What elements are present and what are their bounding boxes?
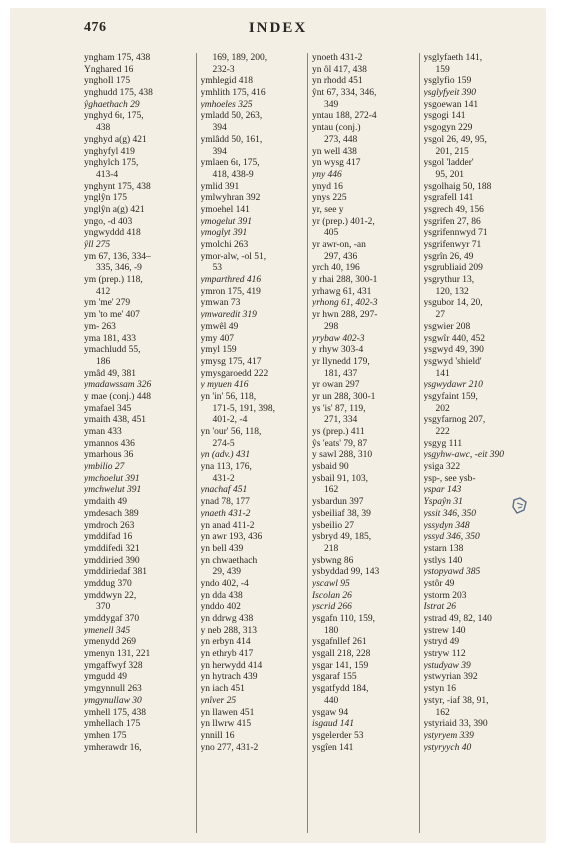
index-entry: yn well 438 (312, 146, 357, 157)
index-entry: ymhellach 175 (84, 719, 141, 730)
index-entry: ymhen 175 (84, 730, 127, 741)
index-entry: ysbaid 90 (312, 462, 349, 473)
index-entry: ynglŷn 175 (84, 193, 128, 204)
index-entry: yn ôl 417, 438 (312, 64, 367, 75)
index-entry: ystopyawd 385 (423, 567, 481, 578)
index-entry: 162 (324, 485, 339, 496)
index-entry: yngham 175, 438 (84, 53, 151, 63)
index-entry: ymddifad 16 (84, 532, 133, 543)
index-column-2 (196, 53, 308, 833)
index-entry: ymwaredit 319 (200, 310, 257, 321)
index-entry: ymlwyhran 392 (200, 193, 261, 204)
index-entry: 201, 215 (435, 146, 469, 157)
index-entry: 222 (435, 427, 450, 437)
index-entry: Iscolan 26 (312, 590, 352, 601)
index-entry: yn erbyn 414 (200, 637, 251, 648)
index-entry: ysgrythur 13, (423, 275, 475, 286)
index-entry: 431-2 (212, 473, 235, 484)
index-entry: ymdesach 389 (84, 508, 139, 519)
index-entry: ysgwîr 440, 452 (423, 333, 485, 344)
index-entry: ysgwyd 49, 390 (423, 345, 484, 356)
index-entry: yr (prep.) 401-2, (312, 216, 375, 227)
index-entry: 202 (435, 403, 450, 414)
index-entry: 273, 448 (324, 134, 358, 145)
index-entry: Istrat 26 (423, 602, 456, 613)
index-entry: 27 (435, 310, 445, 321)
index-entry: ymddiried 390 (84, 555, 140, 566)
index-entry: ymgynullaw 30 (84, 695, 142, 706)
index-entry: 141 (435, 368, 450, 379)
index-entry: ymysg 175, 417 (200, 356, 262, 367)
book-page (10, 8, 546, 843)
index-entry: 120, 132 (435, 286, 469, 297)
index-entry: ymddygaf 370 (84, 614, 140, 624)
index-entry: ystorm 203 (423, 590, 467, 601)
index-columns (84, 53, 530, 833)
index-entry: ym- 263 (84, 321, 116, 332)
index-entry: ymladd 50, 263, (200, 111, 263, 122)
index-entry: y sawl 288, 310 (312, 450, 373, 461)
index-entry: ysgrifenwyr 71 (423, 240, 482, 250)
index-entry: ysgyfaint 159, (423, 391, 478, 402)
index-entry: y myuen 416 (200, 380, 249, 391)
index-entry: 335, 346, -9 (96, 263, 142, 274)
index-entry: ysbyddad 99, 143 (312, 567, 380, 578)
index-entry: ystarn 138 (423, 543, 464, 554)
index-entry: ysgall 218, 228 (312, 649, 371, 660)
index-entry: ystôr 49 (423, 578, 455, 589)
index-entry: ynghynt 175, 438 (84, 181, 151, 192)
index-entry: ynghoIl 175 (84, 76, 131, 87)
index-entry: ysbwng 86 (312, 555, 354, 566)
index-entry: ysgîen 141 (312, 742, 354, 753)
index-entry: ystyr, -iaf 38, 91, (423, 695, 489, 706)
index-entry: ysbeiliaf 38, 39 (312, 508, 371, 519)
index-entry: ynddo 402 (200, 602, 241, 613)
index-entry: ymlid 391 (200, 181, 240, 192)
index-entry: ysgyfarnog 207, (423, 415, 486, 426)
index-entry: ysbardun 397 (312, 497, 364, 508)
index-entry: ysbryd 49, 185, (312, 532, 372, 543)
index-entry: yr un 288, 300-1 (312, 391, 376, 402)
index-entry: yn herwydd 414 (200, 660, 263, 671)
index-entry: ŷll 275 (84, 240, 111, 250)
index-entry: yma 181, 433 (84, 333, 136, 344)
index-entry: ysgwyd 'shield' (423, 356, 482, 367)
index-entry: ymhoeles 325 (200, 99, 253, 110)
index-entry: ystyriaid 33, 390 (423, 719, 488, 730)
index-entry: ysiga 322 (423, 462, 461, 473)
index-entry: 438 (96, 123, 111, 134)
index-entry: yn hytrach 439 (200, 672, 258, 683)
index-entry: 218 (324, 543, 339, 554)
index-entry: 349 (324, 99, 339, 110)
index-entry: yn ethryb 417 (200, 649, 254, 660)
index-entry: ymddwyn 22, (84, 590, 137, 601)
index-entry: 171-5, 191, 398, (212, 403, 276, 414)
index-entry: y rhyw 303-4 (312, 345, 364, 356)
page-number: 476 (84, 20, 107, 35)
index-entry: ymarhous 36 (84, 450, 134, 461)
index-entry: ym (prep.) 118, (84, 275, 143, 286)
index-entry: yman 433 (84, 427, 122, 437)
index-entry: ysgrifen 27, 86 (423, 216, 481, 227)
index-entry: ymdroch 263 (84, 520, 135, 531)
index-entry: ysgaw 94 (312, 707, 349, 718)
index-entry: yngwyddd 418 (84, 228, 141, 239)
index-entry: yn 'in' 56, 118, (200, 391, 257, 402)
index-entry: ymbilio 27 (84, 462, 125, 473)
index-entry: ysgoewan 141 (423, 99, 479, 110)
index-entry: ysgelerder 53 (312, 730, 364, 741)
index-entry: ysbail 91, 103, (312, 473, 368, 484)
index-entry: 401-2, -4 (212, 415, 248, 426)
index-entry: ysgafn 110, 159, (312, 614, 375, 624)
index-entry: 181, 437 (324, 368, 358, 379)
index-entry: ysgyhw-awc, -eit 390 (423, 450, 504, 461)
index-entry: ymenell 345 (84, 625, 131, 636)
index-entry: 186 (96, 356, 111, 367)
index-entry: 95, 201 (435, 169, 464, 180)
index-entry: yn wysg 417 (312, 158, 361, 169)
index-entry: ystudyaw 39 (423, 660, 471, 671)
index-entry: ynghyfyl 419 (84, 146, 135, 157)
index-entry: 298 (324, 321, 339, 332)
index-entry: ymlâdd 50, 161, (200, 134, 263, 145)
index-entry: ymddiriedaf 381 (84, 567, 148, 578)
index-entry: ynghyd 6ɪ, 175, (84, 111, 144, 122)
index-entry: ynoeth 431-2 (312, 53, 363, 63)
index-entry: ymaith 438, 451 (84, 415, 147, 426)
index-entry: ymparthred 416 (200, 275, 262, 286)
index-entry: 370 (96, 602, 111, 613)
running-title: INDEX (248, 20, 308, 36)
index-entry: ymadawssam 326 (84, 380, 152, 391)
index-entry: ym 'me' 279 (84, 298, 131, 309)
index-entry: 53 (212, 263, 222, 274)
index-entry: yr llynedd 179, (312, 356, 370, 367)
index-entry: yr owan 297 (312, 380, 360, 391)
index-entry: ystrew 140 (423, 625, 466, 636)
index-entry: ynaeth 431-2 (200, 508, 251, 519)
index-column-1 (84, 53, 196, 833)
index-entry: yssyd̃ 346, 350 (423, 532, 480, 543)
index-entry: 232-3 (212, 64, 235, 75)
index-entry: yn ddrwg 438 (200, 614, 254, 624)
ink-stamp-mark (511, 496, 529, 516)
index-entry: ymenyn 131, 221 (84, 649, 151, 660)
index-entry: ymgynnull 263 (84, 684, 142, 695)
index-entry: ysglyfyeit 390 (423, 88, 476, 99)
index-entry: 29, 439 (212, 567, 241, 578)
index-entry: ynghylch 175, (84, 158, 139, 169)
index-entry: ysgrafell 141 (423, 193, 474, 204)
index-entry: ŷnt 67, 334, 346, (312, 88, 377, 99)
index-column-3 (307, 53, 419, 833)
index-entry: ynghyd a(g) 421 (84, 134, 147, 145)
index-entry: ymoehel 141 (200, 204, 250, 215)
index-entry: 271, 334 (324, 415, 358, 426)
index-entry: 274-5 (212, 438, 235, 449)
index-entry: yssit 346, 350 (423, 508, 477, 519)
index-entry: ym 'to me' 407 (84, 310, 140, 321)
index-entry: ystwyrian 392 (423, 672, 478, 683)
index-entry: yrybaw 402-3 (312, 333, 365, 344)
index-entry: ynnill 16 (200, 730, 235, 741)
index-entry: 162 (435, 707, 450, 718)
index-entry: ŷs 'eats' 79, 87 (312, 438, 368, 449)
index-entry: 297, 436 (324, 251, 358, 262)
index-entry: ysgar 141, 159 (312, 660, 369, 671)
index-entry: ysgol 26, 49, 95, (423, 134, 487, 145)
index-entry: ymysgaroedd 222 (200, 368, 269, 379)
index-entry: yscawl 95 (312, 578, 350, 589)
index-entry: yn rhodd 451 (312, 76, 363, 87)
index-entry: ymherawdr 16, (84, 742, 142, 753)
index-entry: yn (adv.) 431 (200, 450, 251, 461)
index-column-4 (419, 53, 531, 833)
index-entry: ysbeilio 27 (312, 520, 354, 531)
index-entry: ymwan 73 (200, 298, 241, 309)
index-entry: yn llawen 451 (200, 707, 255, 718)
index-entry: y rhai 288, 300-1 (312, 275, 378, 286)
index-entry: ynîver 25 (200, 695, 237, 706)
index-entry: ysgubor 14, 20, (423, 298, 483, 309)
index-entry: ysgafnllef 261 (312, 637, 367, 648)
index-entry: 405 (324, 228, 339, 239)
index-entry: ymachludd 55, (84, 345, 141, 356)
index-entry: ysgrech 49, 156 (423, 204, 484, 215)
index-entry: ymafael 345 (84, 403, 132, 414)
index-entry: ys 'is' 87, 119, (312, 403, 366, 414)
index-entry: 394 (212, 123, 227, 134)
index-entry: ystryw 112 (423, 649, 466, 660)
index-entry: ystrad 49, 82, 140 (423, 614, 492, 624)
index-entry: yny 446 (312, 169, 342, 180)
index-entry: ymhell 175, 438 (84, 707, 147, 718)
index-entry: ynglŷn a(g) 421 (84, 204, 145, 215)
index-entry: ymdaith 49 (84, 497, 128, 508)
index-entry: yr hwn 288, 297- (312, 310, 378, 321)
index-entry: ysgyg 111 (423, 438, 463, 449)
index-entry: isgaud 141 (312, 719, 354, 730)
index-entry: 440 (324, 695, 339, 706)
index-entry: ysgolhaig 50, 188 (423, 181, 492, 192)
index-entry: ynyd 16 (312, 181, 343, 192)
index-entry: ysgrubliaid 209 (423, 263, 483, 274)
index-entry: ysgwier 208 (423, 321, 471, 332)
index-entry: ymchwelut 391 (84, 485, 142, 496)
index-entry: ymddug 370 (84, 578, 132, 589)
index-entry: ymhlith 175, 416 (200, 88, 266, 99)
index-entry: yn llwrw 415 (200, 719, 252, 730)
index-entry: ymlaen 6ɪ, 175, (200, 158, 260, 169)
index-entry: ymy 407 (200, 333, 235, 344)
index-entry: ynachaf 451 (200, 485, 248, 496)
index-entry: yno 277, 431-2 (200, 742, 259, 753)
index-entry: ynghudd 175, 438 (84, 88, 153, 99)
index-entry: ysgol 'ladder' (423, 158, 474, 169)
index-entry: yr awr-on, -an (312, 240, 366, 250)
index-entry: y neb 288, 313 (200, 625, 257, 636)
index-entry: y mae (conj.) 448 (84, 391, 152, 402)
index-entry: yrch 40, 196 (312, 263, 360, 274)
index-entry: yn awr 193, 436 (200, 532, 263, 543)
index-entry: yrhong 61, 402-3 (312, 298, 378, 309)
index-entry: ymddifedi 321 (84, 543, 140, 554)
index-entry: ysglyfaeth 141, (423, 53, 483, 63)
index-entry: yn bell 439 (200, 543, 244, 554)
index-entry: ysgogi 141 (423, 111, 466, 122)
index-entry: ysgwydawr 210 (423, 380, 483, 391)
index-entry: yntau (conj.) (312, 123, 361, 134)
index-entry: ystryd 49 (423, 637, 460, 648)
index-entry: yscrid 266 (312, 602, 352, 613)
index-entry: 418, 438-9 (212, 169, 254, 180)
index-entry: ynys 225 (312, 193, 347, 204)
index-entry: ymron 175, 419 (200, 286, 261, 297)
index-entry: ymannos 436 (84, 438, 135, 449)
index-entry: 159 (435, 64, 450, 75)
index-entry: Yspaŷn 31 (423, 497, 463, 508)
index-entry: ymor-alw, -ol 51, (200, 251, 267, 262)
index-entry: ysp-, see ysb- (423, 473, 476, 484)
index-entry: yn dda 438 (200, 590, 243, 601)
index-entry: ysglyfio 159 (423, 76, 472, 87)
index-entry: ysgrîn 26, 49 (423, 251, 474, 262)
index-entry: Ynghared 16 (84, 64, 134, 75)
index-entry: ymogelut 391 (200, 216, 252, 227)
index-entry: yssyd̃yn 348 (423, 520, 470, 531)
index-entry: 394 (212, 146, 227, 157)
index-entry: yr, see y (312, 204, 344, 215)
index-entry: yndo 402, -4 (200, 578, 249, 589)
index-entry: yn iach 451 (200, 684, 245, 695)
index-entry: ymchoelut 391 (84, 473, 140, 484)
index-entry: yn 'our' 56, 118, (200, 427, 262, 437)
index-entry: ym 67, 136, 334– (84, 251, 151, 262)
index-entry: ysgogyn 229 (423, 123, 473, 134)
index-entry: yrhawg 61, 431 (312, 286, 372, 297)
index-entry: ys (prep.) 411 (312, 427, 365, 437)
index-entry: 180 (324, 625, 339, 636)
index-entry: yntau 188, 272-4 (312, 111, 377, 122)
index-entry: yngo, -d 403 (84, 216, 133, 227)
index-entry: ystyryem 339 (423, 730, 474, 741)
index-entry: ymhlegid 418 (200, 76, 254, 87)
index-entry: 169, 189, 200, (212, 53, 268, 63)
index-entry: ystyn 16 (423, 684, 456, 695)
index-entry: ymyl 159 (200, 345, 237, 356)
index-entry: ymgudd 49 (84, 672, 128, 683)
index-entry: ymenydd 269 (84, 637, 136, 648)
index-entry: yspar 143 (423, 485, 462, 496)
index-entry: ysgrifennwyd 71 (423, 228, 488, 239)
page-header (10, 20, 546, 44)
index-entry: 413-4 (96, 169, 119, 180)
index-entry: ymâd 49, 381 (84, 368, 136, 379)
index-entry: ynad 78, 177 (200, 497, 250, 508)
index-entry: yn anad 411-2 (200, 520, 255, 531)
index-entry: ymwêl 49 (200, 321, 239, 332)
index-entry: ymgaffwyf 328 (84, 660, 143, 671)
index-entry: ŷghaethach 29 (84, 99, 140, 110)
index-entry: ystlys 140 (423, 555, 463, 566)
index-entry: yna 113, 176, (200, 462, 252, 473)
index-entry: ysgatfydd 184, (312, 684, 369, 695)
index-entry: yn chwaethach (200, 555, 258, 566)
index-entry: ymoglyt 391 (200, 228, 248, 239)
index-entry: ystyryych 40 (423, 742, 472, 753)
index-entry: 412 (96, 286, 111, 297)
index-entry: ysgaraf 155 (312, 672, 357, 683)
index-entry: ymolchi 263 (200, 240, 249, 250)
